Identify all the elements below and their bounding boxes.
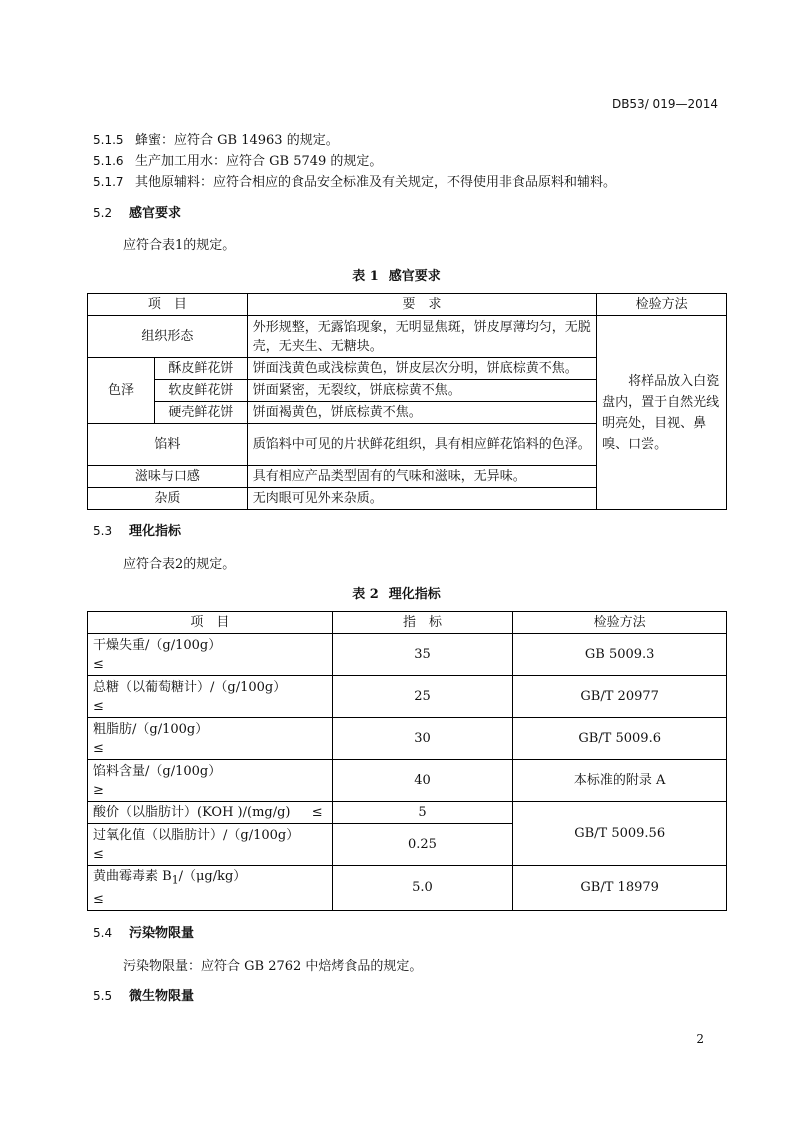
limit-symbol: ≤	[93, 698, 104, 714]
row-label: 馅料	[88, 424, 248, 466]
item-cell	[88, 760, 333, 802]
item-name: 黄曲霉毒素 B	[93, 869, 172, 884]
method-value: GB/T 18979	[513, 866, 727, 911]
index-value: 0.25	[332, 824, 513, 866]
section-title: 微生物限量	[129, 989, 195, 1004]
section-title: 污染物限量	[129, 926, 195, 941]
section-title: 感官要求	[129, 206, 182, 221]
item-name-suffix: /（μg/kg）	[178, 869, 247, 884]
item-cell	[88, 676, 333, 718]
item-cell	[88, 824, 333, 866]
section-5-4-heading	[93, 922, 194, 941]
table-row	[88, 866, 727, 911]
table-row	[88, 718, 727, 760]
row-label: 杂质	[88, 488, 248, 510]
section-title: 理化指标	[129, 524, 182, 539]
sensory-table	[87, 293, 727, 510]
table-header-row	[88, 294, 727, 316]
section-5-2-heading	[93, 202, 181, 221]
row-requirement: 具有相应产品类型固有的气味和滋味，无异味。	[247, 466, 596, 488]
index-value: 35	[332, 634, 513, 676]
header-method: 检验方法	[513, 612, 727, 634]
limit-symbol: ≤	[311, 805, 323, 820]
header-method: 检验方法	[597, 294, 727, 316]
row-requirement: 质馅料中可见的片状鲜花组织，具有相应鲜花馅料的色泽。	[247, 424, 596, 466]
item-name: 干燥失重/（g/100g）	[93, 637, 222, 653]
item-cell	[88, 866, 333, 911]
item-name: 粗脂肪/（g/100g）	[93, 721, 209, 737]
section-5-5-heading	[93, 985, 194, 1004]
row-label: 组织形态	[88, 316, 248, 358]
table2-caption-number: 表 2	[352, 587, 379, 602]
header-requirement: 要 求	[247, 294, 596, 316]
row-requirement: 饼面褐黄色，饼底棕黄不焦。	[247, 402, 596, 424]
limit-symbol: ≥	[93, 782, 104, 798]
table2-caption	[0, 583, 793, 602]
limit-symbol: ≤	[93, 656, 104, 672]
section-number: 5.5	[93, 989, 113, 1003]
clause-number: 5.1.6	[93, 154, 124, 168]
page-number: 2	[696, 1032, 704, 1046]
table-row	[88, 676, 727, 718]
item-name: 总糖（以葡萄糖计）/（g/100g）	[93, 679, 287, 695]
clause-text: 其他原辅料：应符合相应的食品安全标准及有关规定，不得使用非食品原料和辅料。	[135, 175, 617, 190]
item-name: 馅料含量/（g/100g）	[93, 763, 222, 779]
item-name: 过氧化值（以脂肪计）/（g/100g）	[93, 827, 300, 843]
clause-text: 蜂蜜：应符合 GB 14963 的规定。	[135, 133, 339, 148]
table1-caption-title: 感官要求	[388, 269, 441, 284]
row-requirement: 无肉眼可见外来杂质。	[247, 488, 596, 510]
row-requirement: 饼面紧密，无裂纹，饼底棕黄不焦。	[247, 380, 596, 402]
index-value: 25	[332, 676, 513, 718]
index-value: 5	[332, 802, 513, 824]
clause-number: 5.1.5	[93, 133, 124, 147]
table-row	[88, 316, 727, 358]
clause-5-1-5	[93, 129, 339, 148]
header-index: 指 标	[332, 612, 513, 634]
table1-caption	[0, 265, 793, 284]
clause-number: 5.1.7	[93, 175, 124, 189]
row-sublabel: 酥皮鲜花饼	[154, 358, 247, 380]
index-value: 5.0	[332, 866, 513, 911]
method-value: GB/T 20977	[513, 676, 727, 718]
inspection-method-cell: 将样品放入白瓷盘内，置于自然光线明亮处，目视、鼻嗅、口尝。	[597, 316, 727, 510]
row-sublabel: 软皮鲜花饼	[154, 380, 247, 402]
physicochemical-table	[87, 611, 727, 911]
section-5-2-paragraph: 应符合表1的规定。	[123, 238, 236, 253]
limit-symbol: ≤	[93, 891, 104, 907]
section-number: 5.4	[93, 926, 113, 940]
method-value: GB 5009.3	[513, 634, 727, 676]
table-row	[88, 760, 727, 802]
table-header-row	[88, 612, 727, 634]
clause-5-1-7	[93, 171, 616, 190]
table-row	[88, 802, 727, 824]
index-value: 40	[332, 760, 513, 802]
table2-caption-title: 理化指标	[388, 587, 441, 602]
section-5-3-paragraph: 应符合表2的规定。	[123, 557, 236, 572]
row-requirement: 外形规整，无露馅现象，无明显焦斑，饼皮厚薄均匀，无脱壳，无夹生、无糖块。	[247, 316, 596, 358]
row-requirement: 饼面浅黄色或浅棕黄色，饼皮层次分明，饼底棕黄不焦。	[247, 358, 596, 380]
item-cell	[88, 802, 333, 824]
row-label: 滋味与口感	[88, 466, 248, 488]
header-item: 项 目	[88, 294, 248, 316]
document-code: DB53/ 019—2014	[611, 97, 718, 111]
clause-text: 生产加工用水：应符合 GB 5749 的规定。	[135, 154, 383, 169]
item-cell	[88, 718, 333, 760]
item-cell	[88, 634, 333, 676]
subscript: 1	[171, 873, 179, 887]
method-value: GB/T 5009.56	[513, 802, 727, 866]
section-5-4-paragraph: 污染物限量：应符合 GB 2762 中焙烤食品的规定。	[123, 959, 423, 974]
color-label: 色泽	[88, 358, 155, 424]
table-row	[88, 634, 727, 676]
item-name: 酸价（以脂肪计）(KOH )/(mg/g)	[93, 805, 291, 820]
section-number: 5.3	[93, 524, 113, 538]
method-value: 本标准的附录 A	[513, 760, 727, 802]
limit-symbol: ≤	[93, 846, 104, 862]
index-value: 30	[332, 718, 513, 760]
table1-caption-number: 表 1	[352, 269, 379, 284]
section-5-3-heading	[93, 520, 181, 539]
header-item: 项 目	[88, 612, 333, 634]
section-number: 5.2	[93, 206, 113, 220]
row-sublabel: 硬壳鲜花饼	[154, 402, 247, 424]
clause-5-1-6	[93, 150, 382, 169]
method-value: GB/T 5009.6	[513, 718, 727, 760]
limit-symbol: ≤	[93, 740, 104, 756]
